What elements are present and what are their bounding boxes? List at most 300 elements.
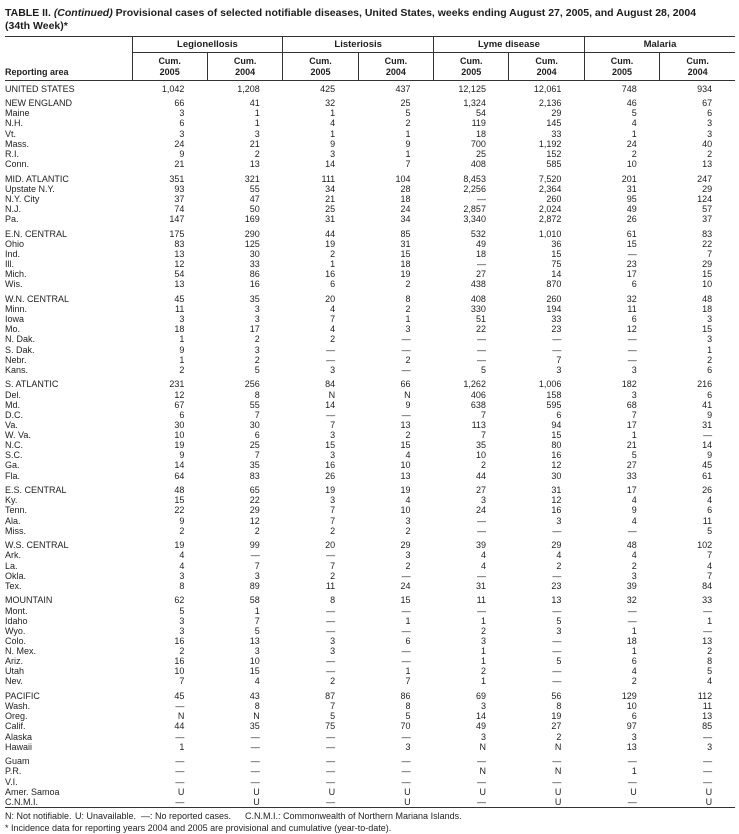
value-cell: — <box>326 344 336 355</box>
value-cell: — <box>326 656 336 667</box>
value-cell: 17 <box>249 324 260 335</box>
value-cell: 41 <box>702 399 713 410</box>
value-cell: 6 <box>707 389 713 400</box>
value-cell: 62 <box>174 595 185 606</box>
value-cell: 7 <box>254 560 260 571</box>
value-cell: 31 <box>551 485 562 496</box>
value-cell: 30 <box>249 419 260 430</box>
value-cell: 7 <box>330 701 336 712</box>
value-cell: 12,125 <box>458 83 486 94</box>
reporting-area-cell: N. Mex. <box>5 646 37 656</box>
value-cell: 12 <box>249 515 260 526</box>
value-cell: — <box>326 766 336 777</box>
value-cell: 14 <box>325 158 336 169</box>
value-cell: 437 <box>395 83 411 94</box>
reporting-area-cell: Upstate N.Y. <box>5 183 55 194</box>
cum-label: Cum. <box>233 56 257 66</box>
value-cell: 75 <box>325 721 336 732</box>
value-cell: 44 <box>325 228 336 239</box>
value-cell: 201 <box>621 173 637 184</box>
value-cell: — <box>326 666 336 677</box>
cum-label: Cum. <box>610 56 634 66</box>
value-cell: 58 <box>249 595 260 606</box>
value-cell: — <box>326 756 336 767</box>
value-cell: 23 <box>551 580 562 591</box>
column-group-malaria: Malaria <box>584 37 735 53</box>
value-cell: 1 <box>480 646 486 656</box>
reporting-area-cell: S. Dak. <box>5 344 35 355</box>
value-cell: 3 <box>556 625 562 636</box>
table-row <box>5 194 735 204</box>
value-cell: 7 <box>330 515 336 526</box>
value-cell: 2 <box>556 560 562 571</box>
value-cell: 3 <box>707 118 713 129</box>
value-cell: 49 <box>475 238 486 249</box>
value-cell: U <box>253 796 260 807</box>
value-cell: — <box>401 756 411 767</box>
value-cell: — <box>552 334 562 345</box>
value-cell: 1 <box>631 646 637 656</box>
value-cell: 2,024 <box>538 203 562 214</box>
value-cell: 25 <box>249 440 260 451</box>
table-row <box>5 450 735 460</box>
value-cell: 2 <box>330 570 336 581</box>
value-cell: 61 <box>702 470 713 481</box>
value-cell: 25 <box>475 148 486 159</box>
reporting-area-cell: Pa. <box>5 214 19 224</box>
value-cell: 83 <box>249 470 260 481</box>
value-cell: 45 <box>702 460 713 471</box>
value-cell: 33 <box>551 314 562 325</box>
value-cell: 4 <box>631 550 637 561</box>
value-cell: 54 <box>174 269 185 280</box>
value-cell: 68 <box>626 399 637 410</box>
value-cell: 4 <box>179 560 185 571</box>
table-row <box>5 224 735 239</box>
reporting-area-cell: Idaho <box>5 615 28 626</box>
value-cell: 33 <box>249 259 260 269</box>
table-row <box>5 581 735 591</box>
reporting-area-cell: Guam <box>5 756 30 767</box>
value-cell: 27 <box>626 460 637 471</box>
reporting-area-cell: PACIFIC <box>5 691 40 701</box>
value-cell: 9 <box>179 148 185 159</box>
value-cell: 6 <box>179 409 185 420</box>
value-cell: 5 <box>405 108 411 119</box>
reporting-area-cell: NEW ENGLAND <box>5 98 73 109</box>
value-cell: 111 <box>321 173 336 184</box>
value-cell: 125 <box>244 238 260 249</box>
value-cell: 1,208 <box>237 83 260 94</box>
value-cell: 33 <box>626 470 637 481</box>
value-cell: 15 <box>400 440 411 451</box>
reporting-area-cell: Kans. <box>5 364 29 375</box>
value-cell: 3 <box>480 635 486 646</box>
value-cell: 4 <box>631 495 637 506</box>
value-cell: 6 <box>707 364 713 375</box>
table-row <box>5 390 735 400</box>
value-cell: — <box>326 550 336 561</box>
value-cell: 15 <box>551 430 562 440</box>
value-cell: 32 <box>626 293 637 304</box>
value-cell: 3 <box>254 646 260 656</box>
value-cell: 30 <box>551 470 562 481</box>
value-cell: 24 <box>400 203 411 214</box>
value-cell: 104 <box>395 173 411 184</box>
value-cell: 112 <box>697 691 713 701</box>
value-cell: 12 <box>174 259 185 269</box>
value-cell: — <box>552 525 562 536</box>
value-cell: 9 <box>179 515 185 526</box>
value-cell: 37 <box>174 193 185 204</box>
value-cell: 14 <box>551 269 562 280</box>
value-cell: 29 <box>400 540 411 551</box>
value-cell: 48 <box>626 540 637 551</box>
value-cell: — <box>627 334 637 345</box>
value-cell: — <box>476 776 486 787</box>
value-cell: 2 <box>179 525 185 536</box>
value-cell: 12 <box>551 460 562 471</box>
value-cell: 3 <box>330 646 336 656</box>
table-row <box>5 94 735 109</box>
value-cell: 39 <box>626 580 637 591</box>
value-cell: 84 <box>702 580 713 591</box>
value-cell: 6 <box>707 108 713 119</box>
table-row <box>5 355 735 365</box>
value-cell: — <box>175 756 185 767</box>
value-cell: — <box>401 646 411 656</box>
value-cell: 2 <box>707 148 713 159</box>
value-cell: 4 <box>330 324 336 335</box>
value-cell: 2 <box>330 525 336 536</box>
table-row <box>5 766 735 776</box>
value-cell: 2 <box>405 279 411 290</box>
table-row <box>5 616 735 626</box>
reporting-area-cell: Md. <box>5 399 21 410</box>
year-label: 2004 <box>235 66 256 77</box>
value-cell: 3 <box>254 314 260 325</box>
value-cell: 44 <box>174 721 185 732</box>
value-cell: 66 <box>400 379 411 390</box>
value-cell: 87 <box>325 691 336 701</box>
column-group-lyme-disease: Lyme disease <box>434 37 585 53</box>
value-cell: N <box>479 741 486 752</box>
value-cell: 26 <box>325 470 336 481</box>
value-cell: 260 <box>546 193 562 204</box>
reporting-area-cell: Ohio <box>5 238 25 249</box>
value-cell: 194 <box>546 304 562 314</box>
value-cell: 4 <box>631 666 637 677</box>
value-cell: 49 <box>626 203 637 214</box>
value-cell: 1,010 <box>538 228 562 239</box>
value-cell: 2 <box>254 525 260 536</box>
value-cell: 11 <box>325 580 336 591</box>
table-title-continued: (Continued) <box>53 7 113 19</box>
value-cell: 182 <box>621 379 637 390</box>
reporting-area-header: Reporting area <box>5 37 132 81</box>
value-cell: 80 <box>551 440 562 451</box>
value-cell: — <box>703 605 713 616</box>
value-cell: — <box>401 364 411 375</box>
value-cell: 1 <box>254 605 260 616</box>
table-row <box>5 591 735 606</box>
value-cell: — <box>326 409 336 420</box>
value-cell: 3 <box>556 515 562 526</box>
table-row <box>5 249 735 259</box>
value-cell: 7 <box>405 158 411 169</box>
table-header <box>5 37 735 81</box>
value-cell: 50 <box>249 203 260 214</box>
value-cell: 24 <box>400 580 411 591</box>
value-cell: — <box>401 656 411 667</box>
table-row <box>5 656 735 666</box>
value-cell: 15 <box>325 440 336 451</box>
reporting-area-cell: Del. <box>5 389 22 400</box>
value-cell: 15 <box>249 666 260 677</box>
table-row <box>5 139 735 149</box>
value-cell: — <box>326 776 336 787</box>
table-row <box>5 787 735 797</box>
value-cell: 5 <box>631 450 637 461</box>
value-cell: 7 <box>556 354 562 365</box>
value-cell: 85 <box>400 228 411 239</box>
value-cell: 44 <box>475 470 486 481</box>
value-cell: 290 <box>244 228 260 239</box>
value-cell: 7 <box>480 430 486 440</box>
value-cell: 9 <box>330 138 336 149</box>
value-cell: 8 <box>254 389 260 400</box>
table-row <box>5 118 735 128</box>
value-cell: 3 <box>631 731 637 742</box>
value-cell: 3,340 <box>463 214 486 224</box>
value-cell: 5 <box>254 625 260 636</box>
value-cell: 3 <box>179 570 185 581</box>
value-cell: 870 <box>546 279 562 290</box>
value-cell: 10 <box>174 430 185 440</box>
value-cell: — <box>552 756 562 767</box>
value-cell: 18 <box>475 128 486 139</box>
reporting-area-cell: S.C. <box>5 450 23 461</box>
value-cell: 19 <box>551 711 562 722</box>
value-cell: 1 <box>330 128 336 139</box>
table-title-prefix: TABLE II. <box>5 7 51 19</box>
value-cell: 2 <box>480 666 486 677</box>
value-cell: 70 <box>400 721 411 732</box>
reporting-area-cell: Hawaii <box>5 741 33 752</box>
value-cell: 13 <box>400 470 411 481</box>
reporting-area-cell: Ga. <box>5 460 20 471</box>
value-cell: 4 <box>480 560 486 571</box>
value-cell: 4 <box>254 676 260 687</box>
value-cell: 94 <box>551 419 562 430</box>
value-cell: — <box>552 676 562 687</box>
table-row <box>5 797 735 808</box>
reporting-area-cell: N.H. <box>5 118 23 129</box>
reporting-area-cell: Iowa <box>5 314 25 325</box>
value-cell: 2 <box>631 148 637 159</box>
value-cell: 3 <box>179 625 185 636</box>
table-row <box>5 481 735 496</box>
value-cell: 67 <box>174 399 185 410</box>
value-cell: 4 <box>707 560 713 571</box>
legionellosis-cum-2005-header <box>132 53 207 81</box>
legend-cnmi: C.N.M.I.: Commonwealth of Northern Mariana Islands. <box>245 810 462 821</box>
reporting-area-cell: Oreg. <box>5 711 28 722</box>
value-cell: U <box>705 786 713 797</box>
value-cell: 29 <box>551 108 562 119</box>
value-cell: 9 <box>405 399 411 410</box>
reporting-area-cell: N.Y. City <box>5 193 40 204</box>
table-title <box>5 7 735 32</box>
value-cell: 16 <box>551 450 562 461</box>
value-cell: — <box>552 776 562 787</box>
value-cell: 31 <box>325 214 336 224</box>
value-cell: 3 <box>179 128 185 139</box>
reporting-area-cell: Calif. <box>5 721 26 732</box>
value-cell: — <box>401 766 411 777</box>
value-cell: 19 <box>325 485 336 496</box>
value-cell: 7 <box>707 550 713 561</box>
reporting-area-cell: Minn. <box>5 304 28 314</box>
table-row <box>5 516 735 526</box>
value-cell: 3 <box>179 108 185 119</box>
value-cell: 69 <box>475 691 486 701</box>
value-cell: 3 <box>330 495 336 506</box>
value-cell: 29 <box>551 540 562 551</box>
value-cell: 25 <box>400 98 411 109</box>
value-cell: 7 <box>405 676 411 687</box>
value-cell: 4 <box>330 118 336 129</box>
value-cell: 10 <box>174 666 185 677</box>
legend-no-reported-cases: —: No reported cases. <box>141 810 232 821</box>
table-row <box>5 777 735 787</box>
value-cell: 11 <box>627 304 637 314</box>
value-cell: — <box>552 635 562 646</box>
value-cell: 700 <box>470 138 486 149</box>
value-cell: 3 <box>480 495 486 506</box>
value-cell: 8 <box>330 595 336 606</box>
value-cell: 8 <box>254 701 260 712</box>
value-cell: 74 <box>174 203 185 214</box>
value-cell: 83 <box>702 228 713 239</box>
value-cell: 3 <box>707 314 713 325</box>
value-cell: U <box>177 786 185 797</box>
value-cell: 4 <box>707 495 713 506</box>
value-cell: 16 <box>551 505 562 516</box>
value-cell: 99 <box>249 540 260 551</box>
value-cell: — <box>703 776 713 787</box>
value-cell: 1 <box>480 656 486 667</box>
value-cell: 5 <box>330 711 336 722</box>
value-cell: 4 <box>631 118 637 129</box>
value-cell: — <box>401 731 411 742</box>
reporting-area-cell: E.N. CENTRAL <box>5 228 68 239</box>
value-cell: 2 <box>707 646 713 656</box>
value-cell: 34 <box>400 214 411 224</box>
value-cell: — <box>552 646 562 656</box>
value-cell: — <box>476 344 486 355</box>
value-cell: U <box>479 786 486 797</box>
value-cell: 18 <box>475 248 486 259</box>
value-cell: 124 <box>697 193 713 204</box>
value-cell: 2 <box>179 646 185 656</box>
value-cell: 83 <box>174 238 185 249</box>
reporting-area-cell: Fla. <box>5 470 21 481</box>
value-cell: 1,262 <box>463 379 486 390</box>
value-cell: 3 <box>405 324 411 335</box>
value-cell: 16 <box>174 635 185 646</box>
value-cell: 24 <box>174 138 185 149</box>
value-cell: 20 <box>325 540 336 551</box>
value-cell: 2,364 <box>538 183 562 194</box>
value-cell: 6 <box>631 314 637 325</box>
value-cell: 408 <box>470 158 486 169</box>
value-cell: 247 <box>697 173 713 184</box>
value-cell: 31 <box>400 238 411 249</box>
table-row <box>5 550 735 560</box>
table-row <box>5 81 735 94</box>
value-cell: 11 <box>702 701 713 712</box>
table-row <box>5 721 735 731</box>
value-cell: 13 <box>626 741 637 752</box>
value-cell: 3 <box>405 550 411 561</box>
value-cell: 15 <box>626 238 637 249</box>
value-cell: 8 <box>707 656 713 667</box>
table-row <box>5 626 735 636</box>
cum-label: Cum. <box>158 56 181 66</box>
reporting-area-cell: Okla. <box>5 570 27 581</box>
value-cell: 12 <box>174 389 185 400</box>
value-cell: 1 <box>631 625 637 636</box>
value-cell: 45 <box>174 691 185 701</box>
value-cell: 18 <box>400 193 411 204</box>
value-cell: 4 <box>330 304 336 314</box>
value-cell: 102 <box>697 540 713 551</box>
value-cell: 8 <box>179 580 185 591</box>
value-cell: 5 <box>707 666 713 677</box>
value-cell: 26 <box>702 485 713 496</box>
value-cell: 3 <box>330 148 336 159</box>
reporting-area-cell: Mo. <box>5 324 21 335</box>
value-cell: 2 <box>631 560 637 571</box>
value-cell: 2,136 <box>538 98 562 109</box>
value-cell: 19 <box>174 540 185 551</box>
reporting-area-cell: W.S. CENTRAL <box>5 540 69 551</box>
value-cell: 119 <box>471 118 486 129</box>
value-cell: 15 <box>174 495 185 506</box>
value-cell: U <box>705 796 713 807</box>
table-row <box>5 400 735 410</box>
value-cell: — <box>401 344 411 355</box>
value-cell: 15 <box>551 248 562 259</box>
reporting-area-cell: Ill. <box>5 259 14 269</box>
value-cell: 5 <box>707 525 713 536</box>
value-cell: 321 <box>244 173 260 184</box>
value-cell: 10 <box>475 450 486 461</box>
value-cell: 5 <box>556 656 562 667</box>
value-cell: — <box>401 605 411 616</box>
reporting-area-cell: Ind. <box>5 248 21 259</box>
value-cell: 1 <box>179 354 185 365</box>
value-cell: 15 <box>702 269 713 280</box>
value-cell: 9 <box>405 138 411 149</box>
value-cell: 17 <box>626 269 637 280</box>
reporting-area-cell: V.I. <box>5 776 18 787</box>
value-cell: 152 <box>546 148 562 159</box>
value-cell: — <box>250 741 260 752</box>
value-cell: 14 <box>174 460 185 471</box>
value-cell: 34 <box>325 183 336 194</box>
